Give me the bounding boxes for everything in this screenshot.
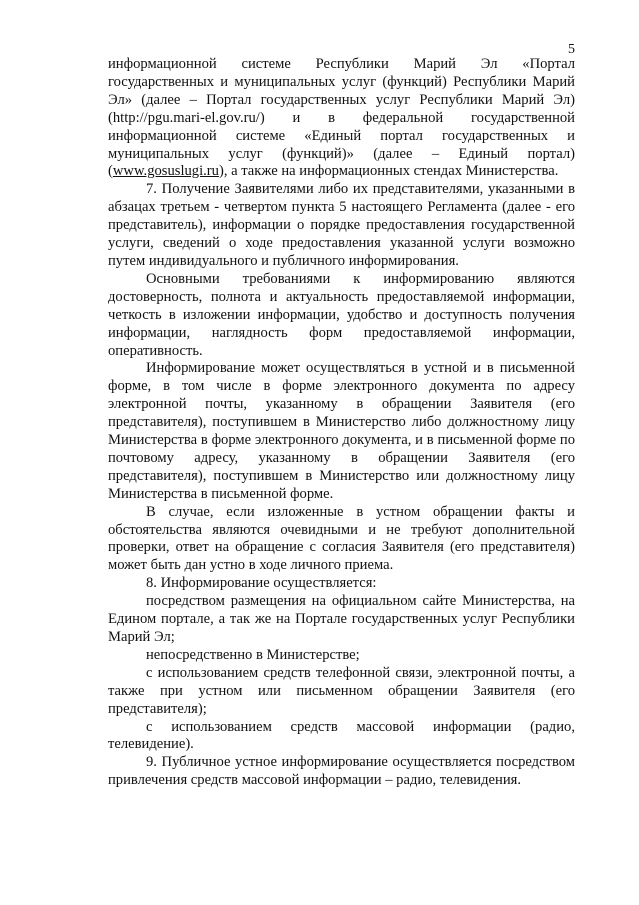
paragraph-portal-info-text: информационной системе Республики Марий Эл «Портал государственных и муниципальных услуг (функций) Республики Марий Эл» (далее – Портал государственных услуг Республики Марий Эл) (http://pgu.mari-el.gov.ru/) и в федеральной государственной информационной системе «Единый портал государственных и муниципальных услуг (функций)» (далее – Единый портал) ( bbox=[108, 56, 575, 180]
paragraph-ministry: непосредственно в Министерстве; bbox=[146, 646, 360, 663]
paragraph-telephone: с использованием средств телефонной связи, электронной почты, а также при устном или письменном обращении Заявителя (его представителя); bbox=[108, 664, 575, 717]
paragraph-mass-media: с использованием средств массовой информации (радио, телевидение). bbox=[108, 718, 575, 753]
paragraph-oral-answer: В случае, если изложенные в устном обращении факты и обстоятельства являются очевидными и не требуют дополнительной проверки, ответ на обращение с согласия Заявителя (его представителя) может быть дан устно в ходе личного приема. bbox=[108, 503, 575, 574]
paragraph-forms: Информирование может осуществляться в устной и в письменной форме, в том числе в форме электронного документа по адресу электронной почты, указанному в обращении Заявителя (его представителя), поступившем в Министерство либо должностному лицу Министерства в форме электронного документа, и в письменной форме по почтовому адресу, указанному в обращении Заявителя (его представителя), поступившем в Министерство или должностному лицу Министерства в письменной форме. bbox=[108, 360, 575, 502]
paragraph-website: посредством размещения на официальном сайте Министерства, на Едином портале, а так же на Портале государственных услуг Республики Марий Эл; bbox=[108, 593, 575, 645]
document-body bbox=[108, 56, 575, 790]
page-number: 5 bbox=[568, 42, 575, 57]
gosuslugi-link[interactable]: www.gosuslugi.ru bbox=[112, 163, 219, 180]
paragraph-portal-info bbox=[108, 56, 575, 181]
paragraph-portal-info-tail: ), а также на информационных стендах Министерства. bbox=[218, 163, 559, 180]
paragraph-item-8: 8. Информирование осуществляется: bbox=[146, 575, 377, 592]
paragraph-item-7: 7. Получение Заявителями либо их представителями, указанными в абзацах третьем - четвертом пункта 5 настоящего Регламента (далее - его представитель), информации о порядке предоставления государственной услуги, сведений о ходе предоставления указанной услуги возможно путем индивидуального и публичного информирования. bbox=[108, 181, 575, 269]
paragraph-requirements: Основными требованиями к информированию являются достоверность, полнота и актуальность предоставляемой информации, четкость в изложении информации, удобство и доступность получения информации, наглядность форм предоставляемой информации, оперативность. bbox=[108, 270, 575, 359]
paragraph-item-9: 9. Публичное устное информирование осуществляется посредством привлечения средств массовой информации – радио, телевидения. bbox=[108, 754, 575, 789]
